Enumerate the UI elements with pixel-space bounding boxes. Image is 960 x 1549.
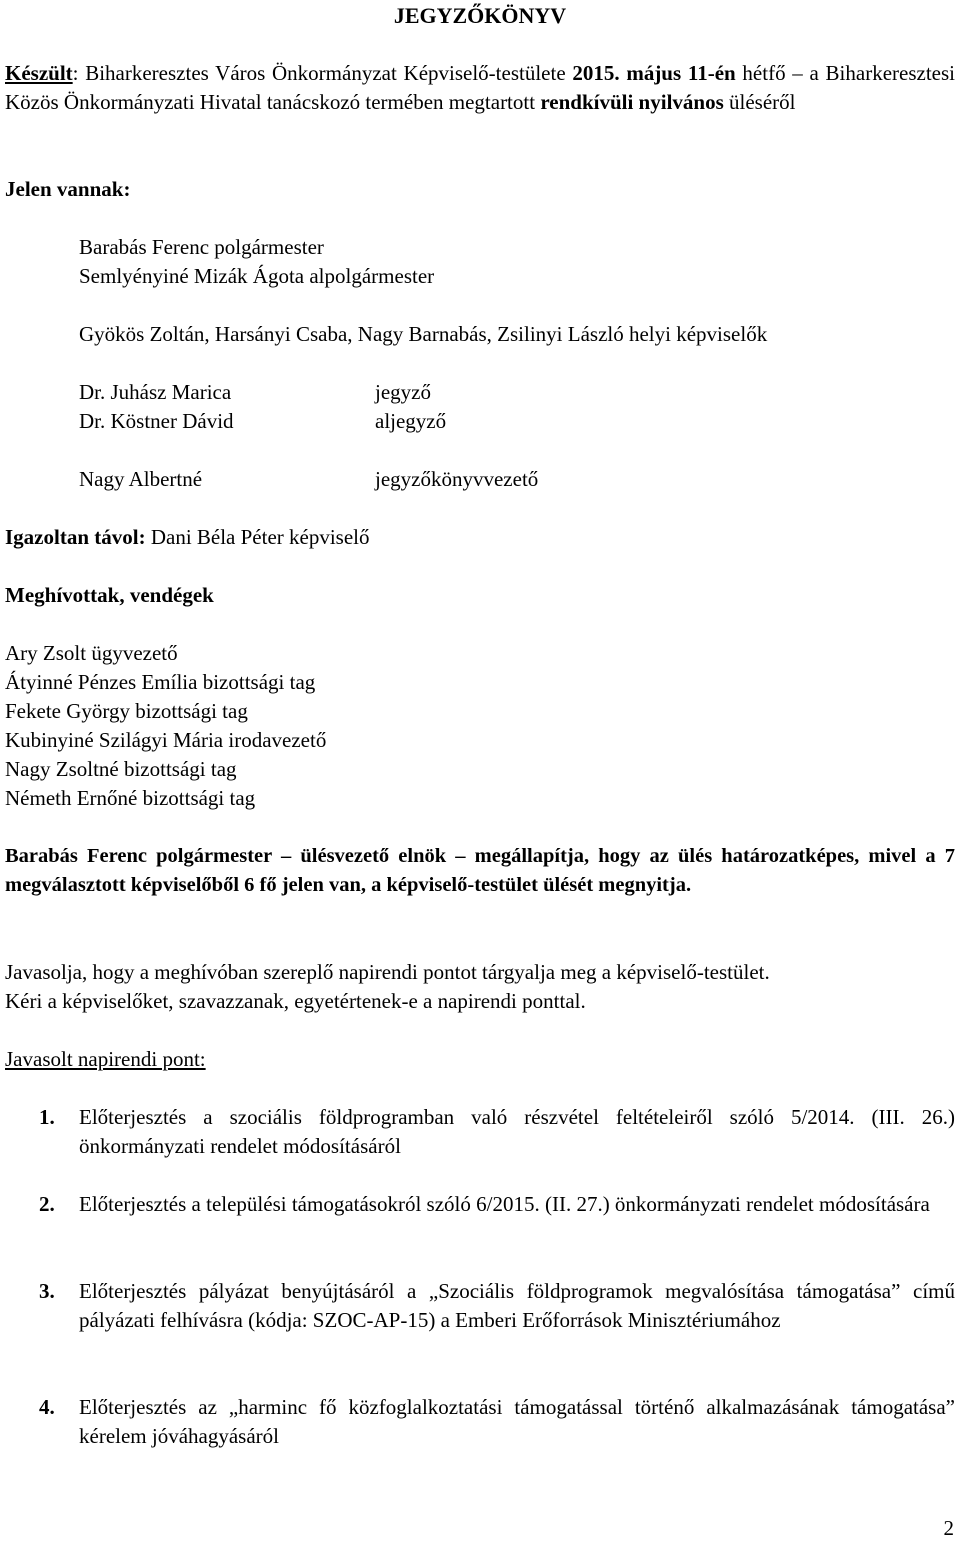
staff-role-notary: jegyző xyxy=(375,380,431,404)
guest-item: Fekete György bizottsági tag xyxy=(5,699,248,723)
proposal-line: Kéri a képviselőket, szavazzanak, egyetértenek-e a napirendi ponttal. xyxy=(5,989,586,1013)
agenda-item-number: 2. xyxy=(39,1192,55,1216)
agenda-item-number: 4. xyxy=(39,1395,55,1419)
guest-item: Kubinyiné Szilágyi Mária irodavezető xyxy=(5,728,327,752)
present-heading: Jelen vannak: xyxy=(5,177,131,201)
quorum-statement: Barabás Ferenc polgármester – ülésvezető elnök – megállapítja, hogy az ülés határozatképes, mivel a 7 megválasztott képviselőből 6 fő jelen van, a képviselő-testület ülését megnyitja. xyxy=(5,845,955,896)
agenda-item xyxy=(39,1103,955,1161)
agenda-item-number: 1. xyxy=(39,1105,55,1129)
guest-item: Ary Zsolt ügyvezető xyxy=(5,641,178,665)
agenda-item-text: Előterjesztés az „harminc fő közfoglalkoztatási támogatással történő alkalmazásának támogatása” kérelem jóváhagyásáról xyxy=(79,1395,955,1448)
agenda-item-text: Előterjesztés pályázat benyújtásáról a „Szociális földprogramok megvalósítása támogatása” című pályázati felhívásra (kódja: SZOC-AP-15) a Emberi Erőforrások Minisztériumához xyxy=(79,1279,955,1332)
official-mayor: Barabás Ferenc polgármester xyxy=(79,235,324,259)
absent-label: Igazoltan távol: xyxy=(5,525,146,549)
intro-text-1: : Biharkeresztes Város Önkormányzat Képviselő-testülete xyxy=(72,61,573,85)
intro-label: Készült xyxy=(5,61,73,85)
intro-text-3: üléséről xyxy=(723,90,796,114)
proposal-line: Javasolja, hogy a meghívóban szereplő napirendi pontot tárgyalja meg a képviselő-testület. xyxy=(5,960,770,984)
guests-heading: Meghívottak, vendégek xyxy=(5,583,214,607)
absent-text: Dani Béla Péter képviselő xyxy=(145,525,370,549)
staff-name-recorder: Nagy Albertné xyxy=(79,467,203,491)
staff-role-recorder: jegyzőkönyvvezető xyxy=(375,467,539,491)
guest-item: Nagy Zsoltné bizottsági tag xyxy=(5,757,237,781)
meeting-type: rendkívüli nyilvános xyxy=(540,90,724,114)
intro-text-2: hétfő – a Biharkeresztesi Közös Önkormányzati Hivatal tanácskozó termében megtartott xyxy=(5,61,955,114)
absent-line xyxy=(5,523,370,552)
representatives-list: Gyökös Zoltán, Harsányi Csaba, Nagy Barnabás, Zsilinyi László helyi képviselők xyxy=(79,322,768,346)
agenda-item-number: 3. xyxy=(39,1279,55,1303)
document-title: JEGYZŐKÖNYV xyxy=(393,3,567,28)
agenda-item xyxy=(39,1190,955,1219)
agenda-heading xyxy=(5,1045,206,1074)
agenda-heading-text: Javasolt napirendi pont: xyxy=(5,1047,206,1071)
staff-role-deputy-notary: aljegyző xyxy=(375,409,447,433)
agenda-item xyxy=(39,1277,955,1335)
staff-name-deputy-notary: Dr. Köstner Dávid xyxy=(79,409,234,433)
page-number: 2 xyxy=(943,1516,954,1540)
agenda-item-text: Előterjesztés a települési támogatásokról szóló 6/2015. (II. 27.) önkormányzati rendelet módosítására xyxy=(79,1192,930,1216)
intro-paragraph xyxy=(5,59,955,117)
agenda-item xyxy=(39,1393,955,1451)
guest-item: Németh Ernőné bizottsági tag xyxy=(5,786,256,810)
agenda-item-text: Előterjesztés a szociális földprogramban való részvétel feltételeiről szóló 5/2014. (III. 26.) önkormányzati rendelet módosításáról xyxy=(79,1105,955,1158)
staff-name-notary: Dr. Juhász Marica xyxy=(79,380,232,404)
meeting-date: 2015. május 11-én xyxy=(572,61,736,85)
guest-item: Átyinné Pénzes Emília bizottsági tag xyxy=(5,670,316,694)
official-deputy-mayor: Semlyényiné Mizák Ágota alpolgármester xyxy=(79,264,435,288)
